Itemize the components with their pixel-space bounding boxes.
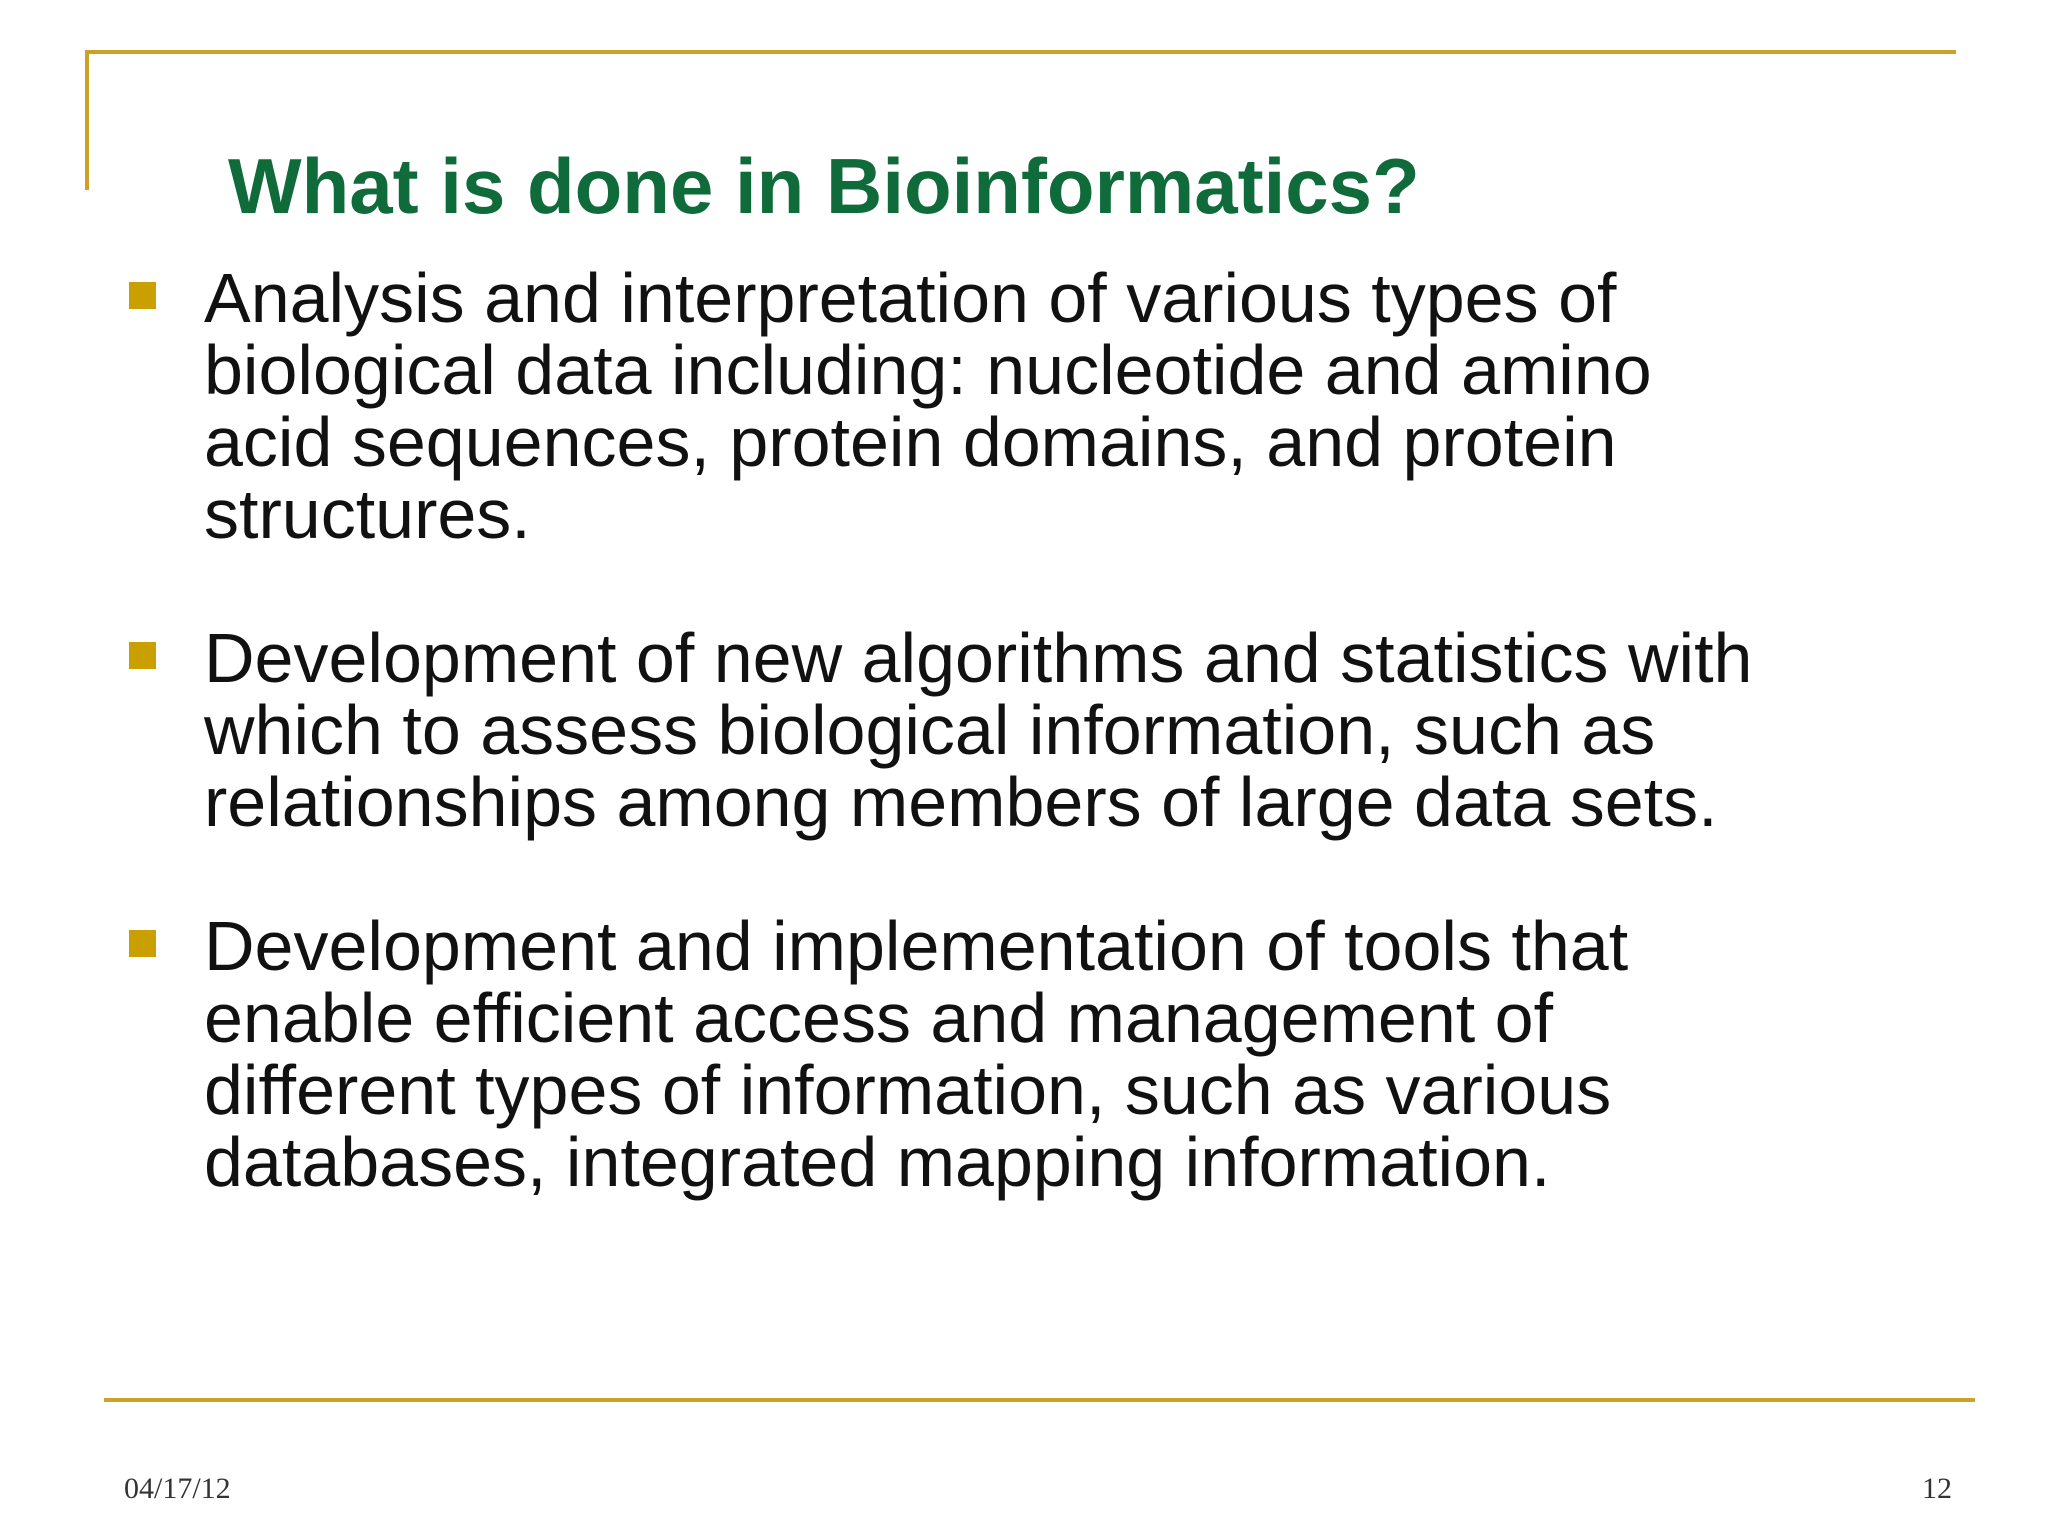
bullet-line: enable efficient access and management of — [204, 979, 1554, 1057]
bullet-line: Analysis and interpretation of various types of — [204, 259, 1617, 337]
bullet-item-tools — [126, 907, 1926, 1201]
bullet-line: Development and implementation of tools that — [204, 907, 1629, 985]
square-bullet-icon — [129, 642, 156, 669]
bullet-line: databases, integrated mapping information. — [204, 1123, 1551, 1201]
bullet-text — [204, 907, 1924, 1201]
bullet-text — [204, 259, 1924, 553]
bullet-line: different types of information, such as various — [204, 1051, 1612, 1129]
footer-date: 04/17/12 — [124, 1472, 231, 1505]
bullet-line: relationships among members of large data sets. — [204, 763, 1718, 841]
bullet-item-analysis — [126, 259, 1926, 553]
square-bullet-icon — [129, 282, 156, 309]
bullet-line: which to assess biological information, such as — [204, 691, 1656, 769]
bullet-line: biological data including: nucleotide and amino — [204, 331, 1652, 409]
bullet-text — [204, 619, 1924, 841]
bullet-item-algorithms — [126, 619, 1926, 841]
bullet-list — [126, 259, 1926, 1201]
square-bullet-icon — [129, 930, 156, 957]
slide-title: What is done in Bioinformatics? — [228, 142, 1420, 230]
frame-left-line — [85, 50, 89, 190]
bullet-line: structures. — [204, 475, 531, 553]
frame-top-line — [85, 50, 1956, 54]
bullet-line: Development of new algorithms and statistics with — [204, 619, 1753, 697]
bullet-line: acid sequences, protein domains, and protein — [204, 403, 1617, 481]
footer-divider-line — [104, 1398, 1975, 1402]
slide-number: 12 — [1922, 1472, 1952, 1505]
